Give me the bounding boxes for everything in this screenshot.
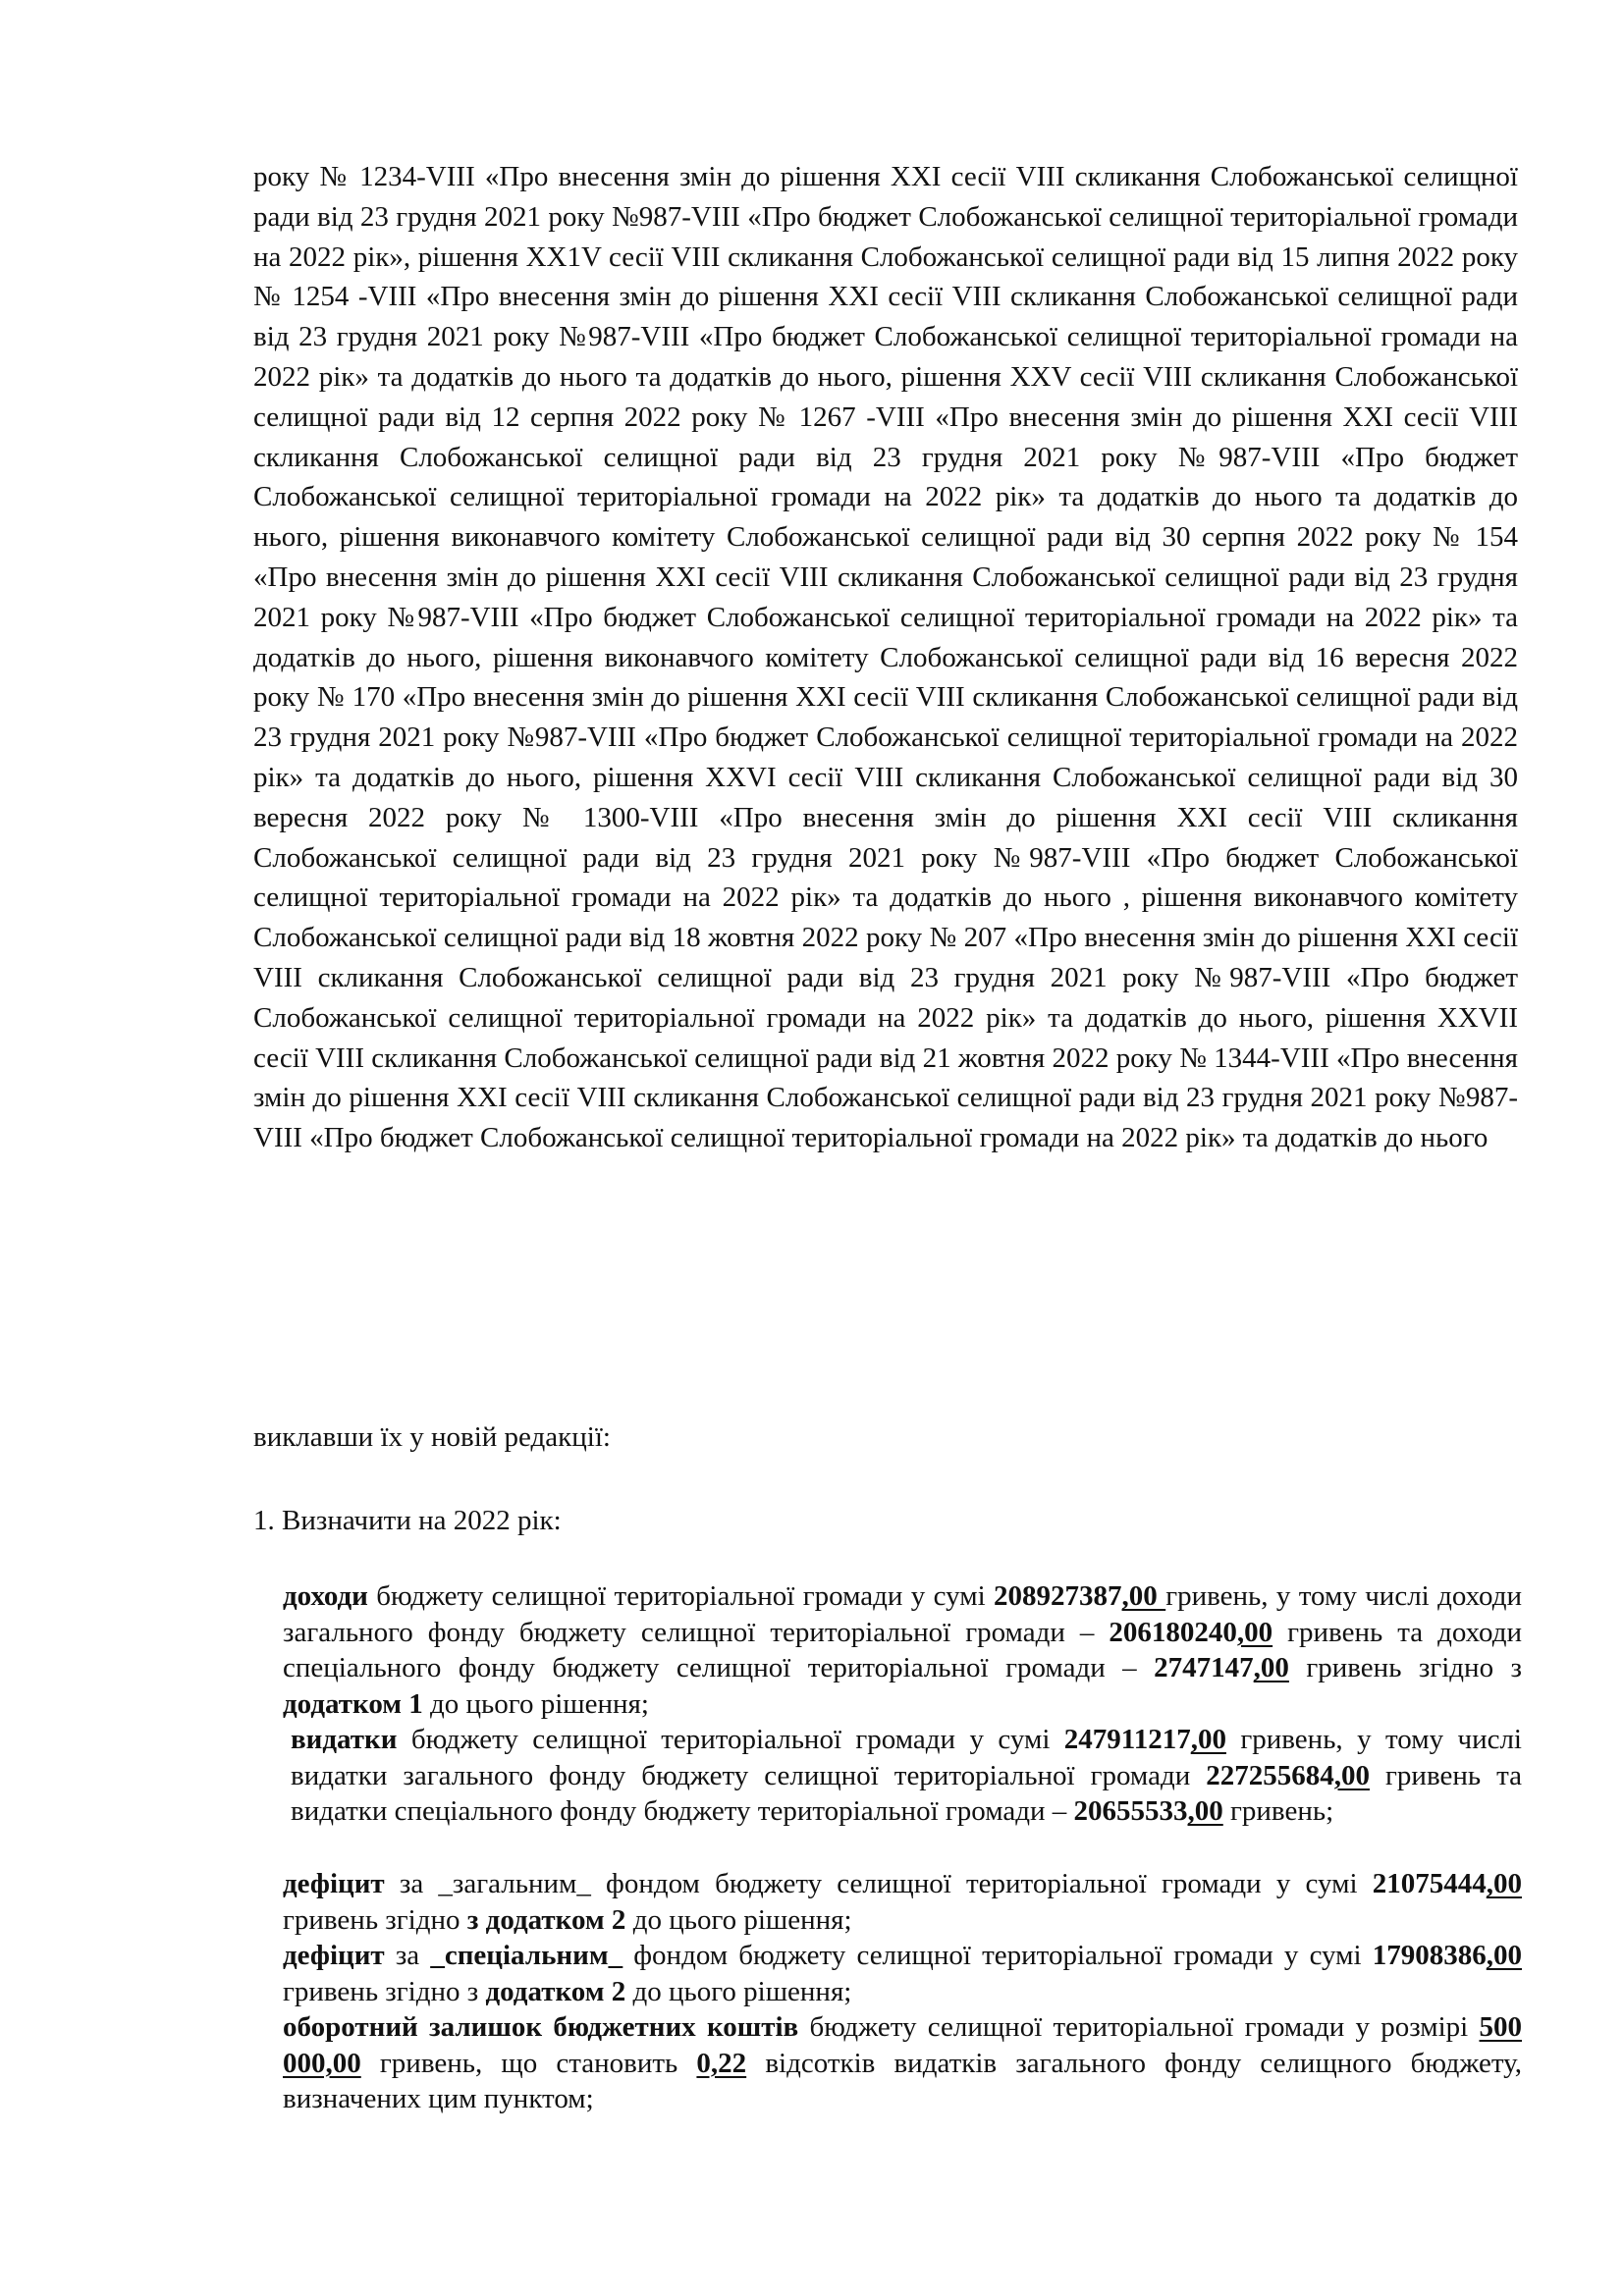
expenses-amount-special: 20655533,00 [1073,1795,1223,1827]
income-amount-special: 2747147,00 [1154,1652,1289,1683]
deficit-general-text-3: гривень згідно [283,1903,467,1936]
deficit-general-text-1: за [384,1868,439,1899]
reserve-item [283,2009,1522,2117]
expenses-text-4: гривень; [1222,1795,1334,1827]
deficit-general-annex: з додатком 2 [466,1903,626,1936]
income-text-5: до цього рішення; [422,1687,649,1720]
reserve-term: оборотний залишок бюджетних коштів [283,2011,799,2043]
deficit-general-text-2: фондом бюджету селищної територіальної громади у сумі [590,1868,1373,1899]
deficit-general-text-4: до цього рішення; [625,1903,852,1936]
expenses-amount-general: 227255684,00 [1206,1759,1371,1791]
income-text-2: гривень, у тому числі доходи загального фонду бюджету селищної територіальної громади – [283,1580,1522,1648]
section-heading: 1. Визначити на 2022 рік: [253,1505,562,1536]
deficit-general-amount: 21075444,00 [1372,1868,1522,1899]
deficit-special-amount: 17908386,00 [1372,1940,1522,1971]
deficit-special-term: дефіцит [283,1940,385,1971]
preamble-closing: виклавши їх у новій редакції: [253,1421,611,1453]
income-amount-total: 208927387,00 [994,1580,1166,1612]
deficit-special-text-1: за [384,1940,431,1971]
preamble-text: року № 1234-VIII «Про внесення змін до рішення XXI сесії VIII скликання Слобожанської селищної ради від 23 грудня 2021 року №987-VIII «Про бюджет Слобожанської селищної територіальної громади на 2022 рік», рішення XX1V сесії VIII скликання Слобожанської селищної ради від 15 липня 2022 року № 1254 -VIII «Про внесення змін до рішення XXI сесії VIII скликання Слобожанської селищної ради від 23 грудня 2021 року №987-VIII «Про бюджет Слобожанської селищної територіальної громади на 2022 рік» та додатків до нього та додатків до нього, рішення XXV сесії VIII скликання Слобожанської селищної ради від 12 серпня 2022 року № 1267 -VIII «Про внесення змін до рішення XXI сесії VIII скликання Слобожанської селищної ради від 23 грудня 2021 року №987-VIII «Про бюджет Слобожанської селищної територіальної громади на 2022 рік» та додатків до нього та додатків до нього, рішення виконавчого комітету Слобожанської селищної ради від 30 серпня 2022 року № 154 «Про внесення змін до рішення XXI сесії VIII скликання Слобожанської селищної ради від 23 грудня 2021 року №987-VIII «Про бюджет Слобожанської селищної територіальної громади на 2022 рік» та додатків до нього, рішення виконавчого комітету Слобожанської селищної ради від 16 вересня 2022 року № 170 «Про внесення змін до рішення XXI сесії VIII скликання Слобожанської селищної ради від 23 грудня 2021 року №987-VIII «Про бюджет Слобожанської селищної територіальної громади на 2022 рік» та додатків до нього, рішення XXVI сесії VIII скликання Слобожанської селищної ради від 30 вересня 2022 року № 1300-VIII «Про внесення змін до рішення XXI сесії VIII скликання Слобожанської селищної ради від 23 грудня 2021 року №987-VIII «Про бюджет Слобожанської селищної територіальної громади на 2022 рік» та додатків до нього , рішення виконавчого комітету Слобожанської селищної ради від 18 жовтня 2022 року № 207 «Про внесення змін до рішення XXI сесії VIII скликання Слобожанської селищної ради від 23 грудня 2021 року №987-VIII «Про бюджет Слобожанської селищної територіальної громади на 2022 рік» та додатків до нього, рішення XXVII сесії VIII скликання Слобожанської селищної ради від 21 жовтня 2022 року № 1344-VIII «Про внесення змін до рішення XXI сесії VIII скликання Слобожанської селищної ради від 23 грудня 2021 року №987-VIII «Про бюджет Слобожанської селищної територіальної громади на 2022 рік» та додатків до нього [253,161,1518,1154]
income-text-4: гривень згідно з [1288,1652,1522,1683]
income-text-1: бюджету селищної територіальної громади у сумі [367,1580,995,1612]
reserve-text-3: відсотків видатків загального фонду селищного бюджету, визначених цим пунктом; [283,2047,1522,2114]
deficit-general-fund: _загальним_ [438,1868,591,1899]
deficit-special-item [283,1938,1522,2009]
deficit-special-annex: додатком 2 [485,1975,626,2007]
reserve-text-2: гривень, що становить [360,2047,697,2079]
deficit-special-text-3: гривень згідно з [283,1975,486,2007]
reserve-amount: 500 000,00 [283,2011,1522,2079]
expenses-term: видатки [291,1724,398,1755]
expenses-text-1: бюджету селищної територіальної громади у сумі [397,1724,1064,1755]
deficit-special-text-4: до цього рішення; [625,1975,852,2007]
deficit-general-item [283,1866,1522,1938]
deficit-general-term: дефіцит [283,1868,385,1899]
income-annex: додатком 1 [283,1687,423,1720]
deficit-special-text-2: фондом бюджету селищної територіальної громади у сумі [623,1940,1373,1971]
income-amount-general: 206180240,00 [1109,1616,1273,1648]
income-term: доходи [283,1580,368,1612]
income-text-3: гривень та доходи спеціального фонду бюджету селищної територіальної громади – [283,1616,1522,1683]
expenses-text-3: гривень та видатки спеціального фонду бюджету територіальної громади – [291,1759,1522,1827]
expenses-item [291,1722,1522,1830]
expenses-text-2: гривень, у тому числі видатки загального фонду бюджету селищної територіальної громади [291,1724,1522,1791]
deficit-special-fund: _спеціальним_ [430,1940,623,1971]
income-item [283,1578,1522,1722]
reserve-text-1: бюджету селищної територіальної громади у розмірі [798,2011,1480,2043]
preamble-paragraph [253,157,1518,1158]
expenses-amount-total: 247911217,00 [1063,1724,1226,1755]
reserve-percent: 0,22 [696,2047,747,2079]
